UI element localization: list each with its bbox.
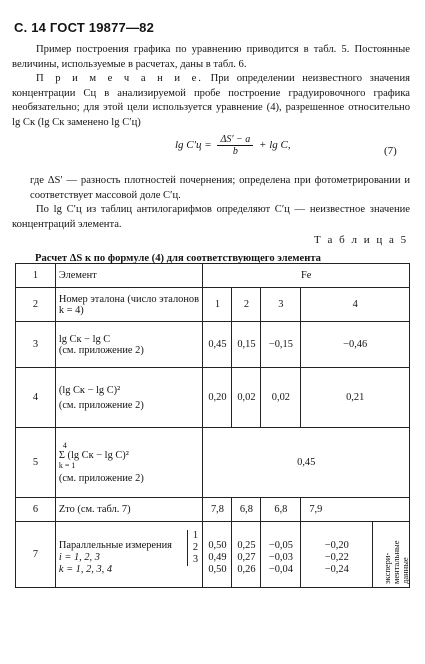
row-sublabel: k = 1, 2, 3, 4 [58,564,113,575]
cell: 7,9 [301,498,410,522]
cell: 0,25 [237,540,256,551]
row-label: Номер эталона (число эталонов k = 4) [55,288,203,322]
cell: −0,04 [268,564,293,575]
measurement-index [187,530,202,566]
row-label: Zто (см. табл. 7) [55,498,203,522]
cell [301,522,373,588]
row-label: lg Cк − lg C [58,333,111,345]
note-label: П р и м е ч а н и е. [36,73,203,84]
cell: 0,02 [232,368,261,428]
col-header: 2 [232,288,261,322]
row-label: (lg Cк − lg C)² [58,384,121,396]
row-sublabel: (см. приложение 2) [58,399,144,411]
note-text: При определении неизвестного значения концентрации Cц [12,73,411,99]
row-label-cell [55,322,203,368]
sum-lower-limit: k = 1 [58,461,76,470]
antilog-paragraph: По lg C′ц из таблиц антилогарифмов определяют C′ц — неизвестное значение концентраций элемента. [12,204,410,230]
cell: −0,05 [268,540,293,551]
table-row [16,288,410,322]
formula-number: (7) [384,145,397,157]
where-paragraph: где ΔS′ — разность плотностей почернения; определена при фотометрировании и соответствует массовой доле C′ц. [30,175,410,201]
row-label: Σ (lg Cк − lg C)² [58,450,129,461]
row-label-cell [55,428,203,498]
row-sublabel: (см. приложение 2) [58,344,144,356]
cell: 0,15 [232,322,261,368]
row-number: 7 [16,522,56,588]
cell: −0,24 [324,564,349,575]
cell: 6,8 [232,498,261,522]
col-header: 4 [301,288,410,322]
cell: 0,45 [203,322,232,368]
cell: −0,15 [261,322,301,368]
table-caption: Расчет ΔS к по формуле (4) для соответствующего элемента [35,253,321,264]
cell: 6,8 [261,498,301,522]
col-header: 1 [203,288,232,322]
row-number: 3 [16,322,56,368]
row-number: 4 [16,368,56,428]
cell: 0,26 [237,564,256,575]
cell: −0,20 [324,540,349,551]
row-label-cell [55,368,203,428]
element-value: Fe [203,264,410,288]
formula-numerator: ΔS′ − a [217,134,253,146]
formula-lhs: lg C′ц = [175,139,212,152]
row-sublabel: i = 1, 2, 3 [58,552,100,563]
row-label: Параллельные измерения [58,540,172,551]
index-1: 1 [192,530,199,541]
row-label: Элемент [55,264,203,288]
table-row [16,264,410,288]
row-number: 5 [16,428,56,498]
cell [203,522,232,588]
formula-denominator: b [232,146,238,157]
row-number: 1 [16,264,56,288]
row-number: 6 [16,498,56,522]
table-row [16,498,410,522]
cell: 0,27 [237,552,256,563]
formula-7 [175,134,291,157]
note-paragraph [12,72,410,130]
calc-table [15,263,410,588]
cell [232,522,261,588]
formula-rhs: + lg C, [259,139,291,152]
cell: −0,22 [324,552,349,563]
cell: 7,8 [203,498,232,522]
table-row [16,428,410,498]
side-note-cell [373,522,410,588]
sum-value: 0,45 [203,428,410,498]
side-note: экспери-ментальные данные [382,540,411,584]
row-number: 2 [16,288,56,322]
index-2: 2 [192,542,199,553]
sum-upper-limit: 4 [62,441,67,450]
cell: 0,50 [208,540,227,551]
table-label: Т а б л и ц а 5 [314,234,409,246]
cell: −0,46 [301,322,410,368]
cell: 0,50 [208,564,227,575]
table-row [16,368,410,428]
cell: 0,02 [261,368,301,428]
col-header: 3 [261,288,301,322]
page-header: С. 14 ГОСТ 19877—82 [14,20,155,35]
row-label-cell [55,522,203,588]
index-3: 3 [192,554,199,565]
row-sublabel: (см. приложение 2) [58,473,144,484]
cell: 0,21 [301,368,410,428]
cell: 0,49 [208,552,227,563]
table-row [16,322,410,368]
formula-fraction [217,134,253,157]
note-continuation: в анализируемой пробе построение градуировочного графика необязательно; для этой цели используется уравнение (4), разрешенное относительно lg Cк (lg Cк заменено lg C′ц) [12,87,411,128]
cell [261,522,301,588]
cell: −0,03 [268,552,293,563]
paragraph-example: Пример построения графика по уравнению приводится в табл. 5. Постоянные величины, используемые в расчетах, даны в табл. 6. [12,44,410,70]
cell: 0,20 [203,368,232,428]
table-row [16,522,410,588]
